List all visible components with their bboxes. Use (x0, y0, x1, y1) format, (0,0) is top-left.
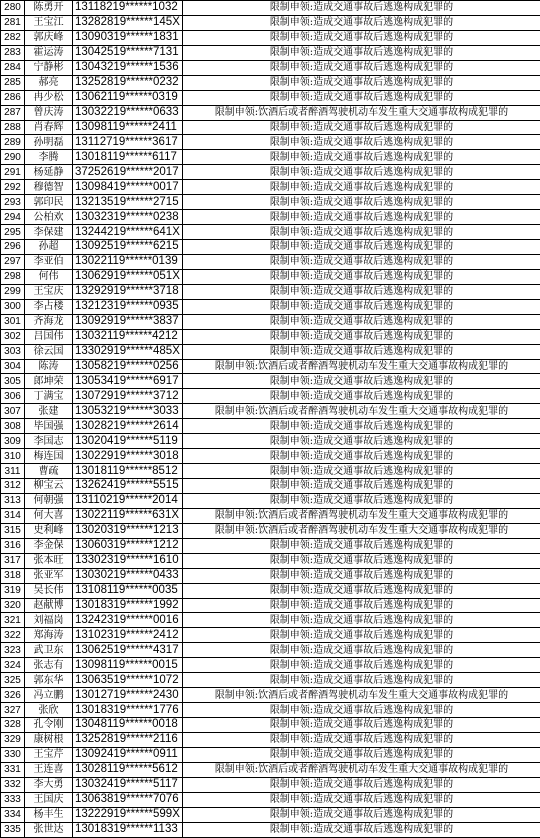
masked-number: 13022119******0139 (73, 254, 183, 269)
table-row (1, 643, 540, 658)
masked-number: 13030219******0433 (73, 568, 183, 583)
restriction-description: 限制申领:造成交通事故后逃逸构成犯罪的 (183, 718, 540, 733)
restriction-description: 限制申领:造成交通事故后逃逸构成犯罪的 (183, 732, 540, 747)
person-name: 孙明磊 (25, 135, 73, 150)
masked-number: 13262419******5515 (73, 479, 183, 494)
restriction-description: 限制申领:造成交通事故后逃逸构成犯罪的 (183, 269, 540, 284)
person-name: 孙超 (25, 240, 73, 255)
masked-number: 13098119******2411 (73, 120, 183, 135)
record-number: 283 (1, 45, 25, 60)
masked-number: 13063519******1072 (73, 673, 183, 688)
record-number: 333 (1, 792, 25, 807)
table-row (1, 583, 540, 598)
record-number: 297 (1, 254, 25, 269)
restriction-description: 限制申领:造成交通事故后逃逸构成犯罪的 (183, 120, 540, 135)
record-number: 329 (1, 732, 25, 747)
record-number: 285 (1, 75, 25, 90)
person-name: 杨延静 (25, 165, 73, 180)
restriction-description: 限制申领:造成交通事故后逃逸构成犯罪的 (183, 329, 540, 344)
table-row (1, 15, 540, 30)
record-number: 306 (1, 389, 25, 404)
masked-number: 13062919******051X (73, 269, 183, 284)
record-number: 304 (1, 359, 25, 374)
restriction-description: 限制申领:造成交通事故后逃逸构成犯罪的 (183, 419, 540, 434)
record-number: 313 (1, 493, 25, 508)
records-table-body (1, 1, 540, 838)
restriction-description: 限制申领:造成交通事故后逃逸构成犯罪的 (183, 75, 540, 90)
person-name: 王国庆 (25, 792, 73, 807)
masked-number: 13242319******0016 (73, 613, 183, 628)
table-row (1, 434, 540, 449)
record-number: 284 (1, 60, 25, 75)
person-name: 曾庆涛 (25, 105, 73, 120)
restriction-description: 限制申领:造成交通事故后逃逸构成犯罪的 (183, 673, 540, 688)
table-row (1, 120, 540, 135)
record-number: 321 (1, 613, 25, 628)
restriction-description: 限制申领:饮酒后或者醉酒驾驶机动车发生重大交通事故构成犯罪的 (183, 688, 540, 703)
person-name: 吕国伟 (25, 329, 73, 344)
restriction-description: 限制申领:造成交通事故后逃逸构成犯罪的 (183, 777, 540, 792)
masked-number: 13292919******3718 (73, 284, 183, 299)
person-name: 李占楼 (25, 299, 73, 314)
restriction-description: 限制申领:饮酒后或者醉酒驾驶机动车发生重大交通事故构成犯罪的 (183, 523, 540, 538)
restriction-description: 限制申领:造成交通事故后逃逸构成犯罪的 (183, 150, 540, 165)
masked-number: 13028219******2614 (73, 419, 183, 434)
table-row (1, 225, 540, 240)
table-row (1, 628, 540, 643)
record-number: 291 (1, 165, 25, 180)
masked-number: 13048119******0018 (73, 718, 183, 733)
restriction-description: 限制申领:饮酒后或者醉酒驾驶机动车发生重大交通事故构成犯罪的 (183, 105, 540, 120)
table-row (1, 329, 540, 344)
restriction-description: 限制申领:造成交通事故后逃逸构成犯罪的 (183, 30, 540, 45)
masked-number: 13020419******5119 (73, 434, 183, 449)
restriction-description: 限制申领:造成交通事故后逃逸构成犯罪的 (183, 449, 540, 464)
table-row (1, 732, 540, 747)
person-name: 李保建 (25, 225, 73, 240)
restriction-description: 限制申领:造成交通事故后逃逸构成犯罪的 (183, 822, 540, 837)
masked-number: 13032419******5117 (73, 777, 183, 792)
table-row (1, 90, 540, 105)
masked-number: 13062119******0319 (73, 90, 183, 105)
masked-number: 13102319******2412 (73, 628, 183, 643)
record-number: 317 (1, 553, 25, 568)
record-number: 309 (1, 434, 25, 449)
restriction-description: 限制申领:造成交通事故后逃逸构成犯罪的 (183, 643, 540, 658)
masked-number: 13112719******3617 (73, 135, 183, 150)
restriction-description: 限制申领:造成交通事故后逃逸构成犯罪的 (183, 464, 540, 479)
record-number: 282 (1, 30, 25, 45)
table-row (1, 269, 540, 284)
table-row (1, 105, 540, 120)
record-number: 314 (1, 508, 25, 523)
record-number: 315 (1, 523, 25, 538)
table-row (1, 284, 540, 299)
table-row (1, 165, 540, 180)
person-name: 张欣 (25, 703, 73, 718)
masked-number: 13022919******3018 (73, 449, 183, 464)
person-name: 张世达 (25, 822, 73, 837)
person-name: 陈勇开 (25, 1, 73, 16)
table-row (1, 45, 540, 60)
masked-number: 13012719******2430 (73, 688, 183, 703)
table-row (1, 374, 540, 389)
person-name: 齐海龙 (25, 314, 73, 329)
record-number: 292 (1, 180, 25, 195)
person-name: 毕国强 (25, 419, 73, 434)
masked-number: 13244219******641X (73, 225, 183, 240)
masked-number: 13110219******2014 (73, 493, 183, 508)
restriction-description: 限制申领:造成交通事故后逃逸构成犯罪的 (183, 374, 540, 389)
record-number: 289 (1, 135, 25, 150)
person-name: 杨丰生 (25, 807, 73, 822)
record-number: 296 (1, 240, 25, 255)
restriction-description: 限制申领:造成交通事故后逃逸构成犯罪的 (183, 479, 540, 494)
masked-number: 37252619******2017 (73, 165, 183, 180)
record-number: 308 (1, 419, 25, 434)
restriction-description: 限制申领:造成交通事故后逃逸构成犯罪的 (183, 15, 540, 30)
table-row (1, 792, 540, 807)
person-name: 张本旺 (25, 553, 73, 568)
table-row (1, 419, 540, 434)
person-name: 张志有 (25, 658, 73, 673)
person-name: 郭庆峰 (25, 30, 73, 45)
record-number: 320 (1, 598, 25, 613)
masked-number: 13098419******0017 (73, 180, 183, 195)
record-number: 295 (1, 225, 25, 240)
record-number: 318 (1, 568, 25, 583)
record-number: 298 (1, 269, 25, 284)
record-number: 294 (1, 210, 25, 225)
person-name: 李金保 (25, 538, 73, 553)
person-name: 肖春辉 (25, 120, 73, 135)
restriction-description: 限制申领:造成交通事故后逃逸构成犯罪的 (183, 493, 540, 508)
record-number: 319 (1, 583, 25, 598)
restriction-description: 限制申领:造成交通事故后逃逸构成犯罪的 (183, 613, 540, 628)
restriction-description: 限制申领:造成交通事故后逃逸构成犯罪的 (183, 284, 540, 299)
person-name: 穆德智 (25, 180, 73, 195)
masked-number: 13022119******631X (73, 508, 183, 523)
masked-number: 13092419******0911 (73, 747, 183, 762)
restriction-description: 限制申领:造成交通事故后逃逸构成犯罪的 (183, 135, 540, 150)
person-name: 李国志 (25, 434, 73, 449)
restriction-description: 限制申领:造成交通事故后逃逸构成犯罪的 (183, 195, 540, 210)
record-number: 335 (1, 822, 25, 837)
person-name: 郭东华 (25, 673, 73, 688)
masked-number: 13090319******1831 (73, 30, 183, 45)
restriction-description: 限制申领:造成交通事故后逃逸构成犯罪的 (183, 628, 540, 643)
record-number: 303 (1, 344, 25, 359)
record-number: 327 (1, 703, 25, 718)
table-row (1, 508, 540, 523)
person-name: 张建 (25, 404, 73, 419)
table-row (1, 568, 540, 583)
masked-number: 13058219******0256 (73, 359, 183, 374)
record-number: 332 (1, 777, 25, 792)
person-name: 王宝庆 (25, 284, 73, 299)
table-row (1, 240, 540, 255)
masked-number: 13252819******0232 (73, 75, 183, 90)
record-number: 316 (1, 538, 25, 553)
person-name: 孔令刚 (25, 718, 73, 733)
table-row (1, 404, 540, 419)
person-name: 郑海涛 (25, 628, 73, 643)
table-row (1, 822, 540, 837)
person-name: 康树根 (25, 732, 73, 747)
table-row (1, 673, 540, 688)
person-name: 李亚伯 (25, 254, 73, 269)
masked-number: 13032219******0633 (73, 105, 183, 120)
masked-number: 13302319******1610 (73, 553, 183, 568)
restriction-description: 限制申领:造成交通事故后逃逸构成犯罪的 (183, 598, 540, 613)
table-row (1, 314, 540, 329)
table-row (1, 718, 540, 733)
table-row (1, 150, 540, 165)
table-row (1, 359, 540, 374)
masked-number: 13018319******1776 (73, 703, 183, 718)
table-row (1, 60, 540, 75)
person-name: 郎坤荣 (25, 374, 73, 389)
table-row (1, 762, 540, 777)
person-name: 史利峰 (25, 523, 73, 538)
person-name: 陈涛 (25, 359, 73, 374)
record-number: 326 (1, 688, 25, 703)
masked-number: 13062519******4317 (73, 643, 183, 658)
masked-number: 13092519******6215 (73, 240, 183, 255)
record-number: 330 (1, 747, 25, 762)
restriction-description: 限制申领:造成交通事故后逃逸构成犯罪的 (183, 389, 540, 404)
restriction-description: 限制申领:造成交通事故后逃逸构成犯罪的 (183, 299, 540, 314)
record-number: 325 (1, 673, 25, 688)
person-name: 公柏欢 (25, 210, 73, 225)
masked-number: 13098119******0015 (73, 658, 183, 673)
record-number: 334 (1, 807, 25, 822)
record-number: 331 (1, 762, 25, 777)
record-number: 290 (1, 150, 25, 165)
masked-number: 13018319******1133 (73, 822, 183, 837)
restriction-description: 限制申领:造成交通事故后逃逸构成犯罪的 (183, 538, 540, 553)
table-row (1, 523, 540, 538)
masked-number: 13018119******6117 (73, 150, 183, 165)
masked-number: 13213519******2715 (73, 195, 183, 210)
masked-number: 13032319******0238 (73, 210, 183, 225)
restriction-description: 限制申领:造成交通事故后逃逸构成犯罪的 (183, 434, 540, 449)
table-row (1, 195, 540, 210)
record-number: 288 (1, 120, 25, 135)
person-name: 何朝强 (25, 493, 73, 508)
restriction-description: 限制申领:造成交通事故后逃逸构成犯罪的 (183, 747, 540, 762)
table-row (1, 75, 540, 90)
restriction-description: 限制申领:饮酒后或者醉酒驾驶机动车发生重大交通事故构成犯罪的 (183, 404, 540, 419)
person-name: 曹疏 (25, 464, 73, 479)
table-row (1, 538, 540, 553)
masked-number: 13092919******3837 (73, 314, 183, 329)
person-name: 王宝江 (25, 15, 73, 30)
masked-number: 13222919******599X (73, 807, 183, 822)
person-name: 徐云国 (25, 344, 73, 359)
person-name: 王连喜 (25, 762, 73, 777)
restriction-description: 限制申领:饮酒后或者醉酒驾驶机动车发生重大交通事故构成犯罪的 (183, 762, 540, 777)
restriction-description: 限制申领:造成交通事故后逃逸构成犯罪的 (183, 703, 540, 718)
record-number: 286 (1, 90, 25, 105)
person-name: 赵献博 (25, 598, 73, 613)
person-name: 霍运涛 (25, 45, 73, 60)
restriction-description: 限制申领:造成交通事故后逃逸构成犯罪的 (183, 658, 540, 673)
table-row (1, 553, 540, 568)
masked-number: 13018119******8512 (73, 464, 183, 479)
restriction-description: 限制申领:造成交通事故后逃逸构成犯罪的 (183, 254, 540, 269)
table-row (1, 464, 540, 479)
masked-number: 13282819******145X (73, 15, 183, 30)
masked-number: 13072919******3712 (73, 389, 183, 404)
restriction-description: 限制申领:造成交通事故后逃逸构成犯罪的 (183, 180, 540, 195)
restriction-description: 限制申领:造成交通事故后逃逸构成犯罪的 (183, 60, 540, 75)
table-row (1, 777, 540, 792)
masked-number: 13118219******1032 (73, 1, 183, 16)
table-row (1, 688, 540, 703)
table-row (1, 449, 540, 464)
record-number: 323 (1, 643, 25, 658)
masked-number: 13028119******5612 (73, 762, 183, 777)
masked-number: 13020319******1213 (73, 523, 183, 538)
restriction-description: 限制申领:造成交通事故后逃逸构成犯罪的 (183, 314, 540, 329)
table-row (1, 254, 540, 269)
person-name: 刘福岗 (25, 613, 73, 628)
record-number: 305 (1, 374, 25, 389)
record-number: 301 (1, 314, 25, 329)
record-number: 307 (1, 404, 25, 419)
record-number: 302 (1, 329, 25, 344)
restriction-description: 限制申领:造成交通事故后逃逸构成犯罪的 (183, 225, 540, 240)
table-row (1, 479, 540, 494)
person-name: 柳宝云 (25, 479, 73, 494)
table-row (1, 299, 540, 314)
masked-number: 13032119******4212 (73, 329, 183, 344)
record-number: 280 (1, 1, 25, 16)
restriction-description: 限制申领:饮酒后或者醉酒驾驶机动车发生重大交通事故构成犯罪的 (183, 359, 540, 374)
record-number: 322 (1, 628, 25, 643)
table-row (1, 135, 540, 150)
person-name: 吴长伟 (25, 583, 73, 598)
record-number: 300 (1, 299, 25, 314)
restriction-description: 限制申领:造成交通事故后逃逸构成犯罪的 (183, 344, 540, 359)
masked-number: 13053219******3033 (73, 404, 183, 419)
restriction-description: 限制申领:造成交通事故后逃逸构成犯罪的 (183, 792, 540, 807)
table-row (1, 807, 540, 822)
masked-number: 13063819******7076 (73, 792, 183, 807)
restriction-description: 限制申领:造成交通事故后逃逸构成犯罪的 (183, 165, 540, 180)
table-row (1, 598, 540, 613)
restriction-description: 限制申领:造成交通事故后逃逸构成犯罪的 (183, 45, 540, 60)
masked-number: 13060319******1212 (73, 538, 183, 553)
person-name: 何伟 (25, 269, 73, 284)
person-name: 郝亮 (25, 75, 73, 90)
record-number: 299 (1, 284, 25, 299)
masked-number: 13252819******2116 (73, 732, 183, 747)
restriction-description: 限制申领:造成交通事故后逃逸构成犯罪的 (183, 568, 540, 583)
person-name: 冯立鹏 (25, 688, 73, 703)
person-name: 李大勇 (25, 777, 73, 792)
table-row (1, 210, 540, 225)
person-name: 李腾 (25, 150, 73, 165)
table-row (1, 180, 540, 195)
person-name: 张亚军 (25, 568, 73, 583)
record-number: 287 (1, 105, 25, 120)
table-row (1, 493, 540, 508)
restriction-description: 限制申领:造成交通事故后逃逸构成犯罪的 (183, 90, 540, 105)
restriction-description: 限制申领:造成交通事故后逃逸构成犯罪的 (183, 553, 540, 568)
table-row (1, 703, 540, 718)
person-name: 梅连国 (25, 449, 73, 464)
person-name: 何大喜 (25, 508, 73, 523)
table-row (1, 389, 540, 404)
table-row (1, 30, 540, 45)
restriction-description: 限制申领:造成交通事故后逃逸构成犯罪的 (183, 210, 540, 225)
person-name: 武卫东 (25, 643, 73, 658)
person-name: 丁满宝 (25, 389, 73, 404)
person-name: 王宝芹 (25, 747, 73, 762)
record-number: 324 (1, 658, 25, 673)
restriction-description: 限制申领:造成交通事故后逃逸构成犯罪的 (183, 1, 540, 16)
masked-number: 13108119******0035 (73, 583, 183, 598)
person-name: 冉少松 (25, 90, 73, 105)
person-name: 郭印民 (25, 195, 73, 210)
table-row (1, 658, 540, 673)
record-number: 311 (1, 464, 25, 479)
masked-number: 13018319******1992 (73, 598, 183, 613)
table-row (1, 1, 540, 16)
restriction-description: 限制申领:造成交通事故后逃逸构成犯罪的 (183, 583, 540, 598)
person-name: 宁静彬 (25, 60, 73, 75)
record-number: 281 (1, 15, 25, 30)
table-row (1, 344, 540, 359)
restriction-description: 限制申领:造成交通事故后逃逸构成犯罪的 (183, 807, 540, 822)
masked-number: 13302919******485X (73, 344, 183, 359)
record-number: 293 (1, 195, 25, 210)
record-number: 312 (1, 479, 25, 494)
restriction-description: 限制申领:造成交通事故后逃逸构成犯罪的 (183, 240, 540, 255)
restriction-description: 限制申领:饮酒后或者醉酒驾驶机动车发生重大交通事故构成犯罪的 (183, 508, 540, 523)
masked-number: 13053419******6917 (73, 374, 183, 389)
table-row (1, 613, 540, 628)
record-number: 328 (1, 718, 25, 733)
table-row (1, 747, 540, 762)
masked-number: 13042519******7131 (73, 45, 183, 60)
masked-number: 13043219******1536 (73, 60, 183, 75)
masked-number: 13212319******0935 (73, 299, 183, 314)
record-number: 310 (1, 449, 25, 464)
